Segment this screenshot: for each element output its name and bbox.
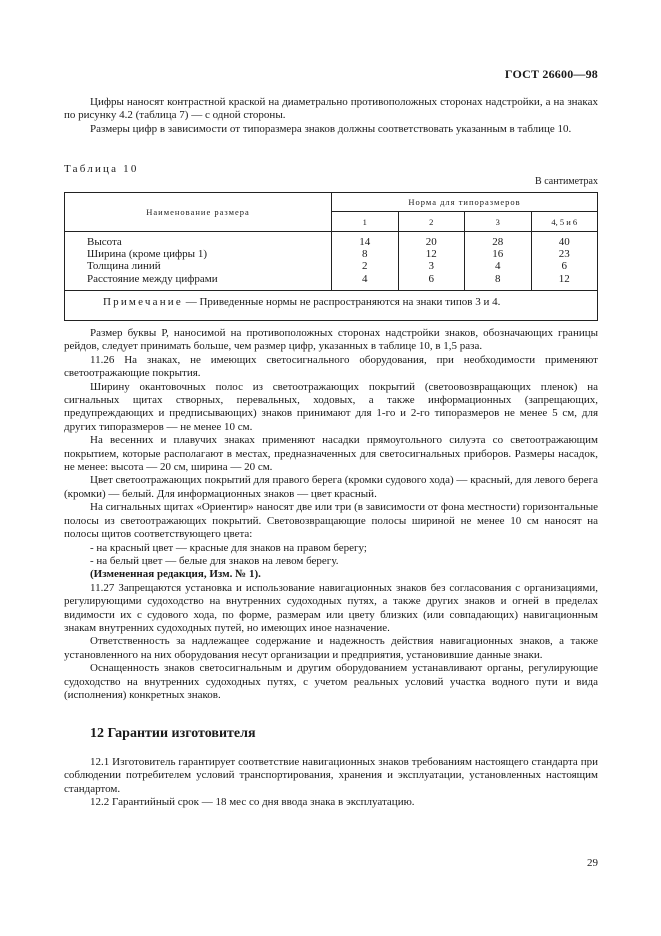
- main-text: [64, 327, 598, 702]
- table-caption: Таблица 10: [64, 163, 139, 175]
- note-label: Примечание: [103, 295, 183, 308]
- section-title: 12 Гарантии изготовителя: [90, 726, 256, 741]
- page-number: 29: [587, 857, 598, 869]
- paragraph: 11.26 На знаках, не имеющих светосигнального оборудования, при необходимости применяют светоотражающие покрытия.: [64, 353, 598, 380]
- paragraph: На сигнальных щитах «Ориентир» наносят две или три (в зависимости от фона местности) горизонтальные полосы из светоотражающих покрытий. Световозвращающие полосы шириной не менее 10 см наносят на полосы щитов соответствующего цвета:: [64, 501, 598, 541]
- row-name: Расстояние между цифрами: [87, 272, 218, 285]
- table-cell: 3: [428, 260, 435, 273]
- revision-note: (Измененная редакция, Изм. № 1).: [90, 568, 261, 581]
- paragraph: На весенних и плавучих знаках применяют насадки прямоугольного силуэта со светоотражающим покрытием, которые располагают в местах, предназначенных для светосигнальных приборов. Размеры насадок, не менее: высота — 20 см, ширина — 20 см.: [64, 434, 598, 474]
- note-text: — Приведенные нормы не распространяются на знаки типов 3 и 4.: [182, 295, 501, 308]
- size-name-header: Наименование размера: [65, 193, 332, 232]
- paragraph: Ширину окантовочных полос из светоотражающих покрытий (светоовозвращающих пленок) на сигнальных щитах створных, перевальных, ходовых, а также информационных (запрещающих, предупреждающих и предписывающих) знаков принимают для 1-го и 2-го типоразмеров не менее 5 см, для других типоразмеров — не менее 10 см.: [64, 380, 598, 433]
- table-cell: 12: [425, 248, 437, 261]
- paragraph: Размер буквы Р, наносимой на противоположных сторонах надстройки знаков, обозначающих границы рейдов, следует принимать больше, чем размер цифр, указанных в таблице 10, в 1,5 раза.: [64, 327, 598, 353]
- table-units: В сантиметрах: [535, 176, 598, 187]
- paragraph: 11.27 Запрещаются установка и использование навигационных знаков без согласования с организациями, регулирующими судоходство на внутренних судоходных путях, а также других знаков и огней в пределах видимости их с судового хода, по форме, размерам или цвету близких (или совпадающих) навигационным знакам внутренних судоходных путей, но имеющих иное назначение.: [64, 581, 598, 634]
- paragraph: Размеры цифр в зависимости от типоразмера знаков должны соответствовать указанным в таблице 10.: [90, 122, 572, 135]
- table-cell: 12: [558, 272, 570, 285]
- table-cell: 23: [558, 248, 570, 261]
- table-cell: 6: [428, 272, 435, 285]
- paragraph: 12.2 Гарантийный срок — 18 мес со дня ввода знака в эксплуатацию.: [90, 796, 415, 809]
- paragraph: 12.1 Изготовитель гарантирует соответствие навигационных знаков требованиям настоящего стандарта при соблюдении потребителем условий транспортирования, хранения и эксплуатации, установленных настоящим стандартом.: [64, 756, 598, 795]
- table-cell: 16: [492, 248, 504, 261]
- table-cell: 8: [495, 272, 501, 285]
- table-note: [65, 290, 598, 320]
- table-cell: 2: [362, 260, 368, 273]
- size-norms-table: [64, 192, 598, 321]
- row-name: Высота: [87, 236, 122, 248]
- table-cell: 6: [561, 260, 567, 273]
- table-cell: 8: [362, 248, 368, 261]
- row-name: Ширина (кроме цифры 1): [87, 248, 207, 261]
- row-name: Толщина линий: [87, 260, 161, 273]
- list-item: - на красный цвет — красные для знаков на правом берегу;: [90, 541, 367, 554]
- table-cell: 4: [362, 272, 368, 285]
- paragraph: Цифры наносят контрастной краской на диаметрально противоположных сторонах надстройки, а на знаках по рисунку 4.2 (таблица 7) — с одной стороны.: [64, 96, 598, 122]
- column-header: 1: [332, 212, 398, 232]
- row-names-cell: [65, 232, 332, 291]
- table-cell: 20: [425, 236, 437, 248]
- table-cell: 40: [558, 236, 570, 248]
- table-cell: 4: [495, 260, 501, 273]
- table-cell: 14: [359, 236, 371, 248]
- intro-text: [64, 96, 598, 136]
- column-header: 4, 5 и 6: [531, 212, 598, 232]
- section-text: [64, 756, 598, 810]
- column-header: 3: [465, 212, 531, 232]
- list-item: - на белый цвет — белые для знаков на левом берегу.: [90, 554, 339, 567]
- norm-header: Норма для типоразмеров: [332, 193, 598, 212]
- table-cell: 28: [492, 236, 504, 248]
- paragraph: Цвет светоотражающих покрытий для правого берега (кромки судового хода) — красный, для левого берега (кромки) — белый. Для информационных знаков — цвет красный.: [64, 474, 598, 500]
- values-column-1: [332, 232, 398, 291]
- column-header: 2: [398, 212, 464, 232]
- values-column-4: [531, 232, 598, 291]
- document-code: ГОСТ 26600—98: [504, 67, 598, 81]
- values-column-3: [465, 232, 531, 291]
- paragraph: Ответственность за надлежащее содержание и надежность действия навигационных знаков, а также установленного на них оборудования несут организации и предприятия, установившие данные знаки.: [64, 635, 598, 661]
- paragraph: Оснащенность знаков светосигнальным и другим оборудованием устанавливают органы, регулирующие судоходство на внутренних судоходных путях, с учетом реальных условий участка водного пути и вида (исполнения) конкретных знаков.: [64, 662, 598, 701]
- values-column-2: [398, 232, 464, 291]
